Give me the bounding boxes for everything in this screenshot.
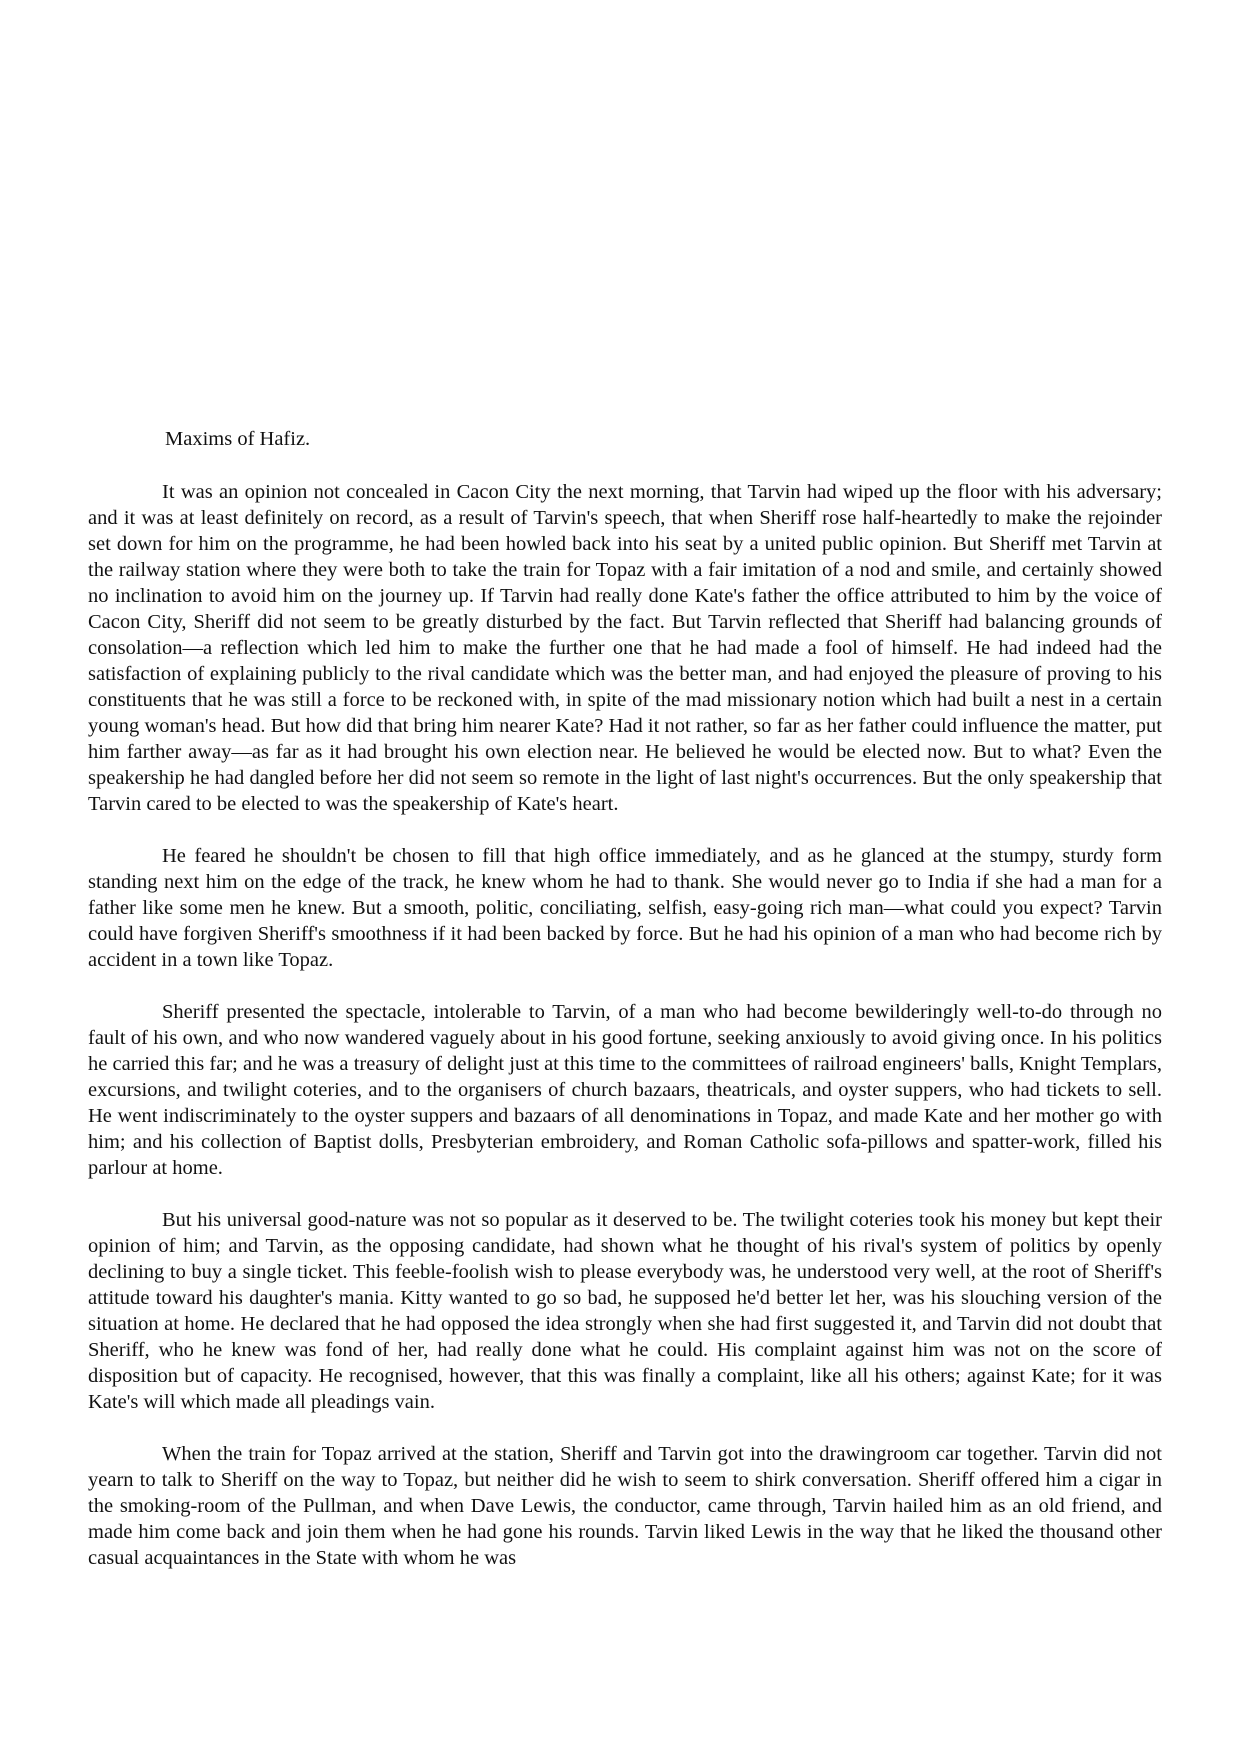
paragraph-5: When the train for Topaz arrived at the station, Sheriff and Tarvin got into the drawingroom car together. Tarvin did not yearn to talk to Sheriff on the way to Topaz, but neither did he wish to seem to shirk conversation. Sheriff offered him a cigar in the smoking-room of the Pullman, and when Dave Lewis, the conductor, came through, Tarvin hailed him as an old friend, and made him come back and join them when he had gone his rounds. Tarvin liked Lewis in the way that he liked the thousand other casual acquaintances in the State with whom he was: [88, 1443, 1162, 1569]
paragraph-3: Sheriff presented the spectacle, intolerable to Tarvin, of a man who had become bewilderingly well-to-do through no fault of his own, and who now wandered vaguely about in his good fortune, seeking anxiously to avoid giving once. In his politics he carried this far; and he was a treasury of delight just at this time to the committees of railroad engineers' balls, Knight Templars, excursions, and twilight coteries, and to the organisers of church bazaars, theatricals, and oyster suppers, who had tickets to sell. He went indiscriminately to the oyster suppers and bazaars of all denominations in Topaz, and made Kate and her mother go with him; and his collection of Baptist dolls, Presbyterian embroidery, and Roman Catholic sofa-pillows and spatter-work, filled his parlour at home.: [88, 1001, 1162, 1179]
paragraph-4: But his universal good-nature was not so popular as it deserved to be. The twilight coteries took his money but kept their opinion of him; and Tarvin, as the opposing candidate, had shown what he thought of his rival's system of politics by openly declining to buy a single ticket. This feeble-foolish wish to please everybody was, he understood very well, at the root of Sheriff's attitude toward his daughter's mania. Kitty wanted to go so bad, he supposed he'd better let her, was his slouching version of the situation at home. He declared that he had opposed the idea strongly when she had first suggested it, and Tarvin did not doubt that Sheriff, who he knew was fond of her, had really done what he could. His complaint against him was not on the score of disposition but of capacity. He recognised, however, that this was finally a complaint, like all his others; against Kate; for it was Kate's will which made all pleadings vain.: [88, 1209, 1162, 1413]
body-text: [88, 479, 1162, 1597]
chapter-epigraph-heading: Maxims of Hafiz.: [165, 428, 311, 450]
paragraph-2: He feared he shouldn't be chosen to fill that high office immediately, and as he glanced at the stumpy, sturdy form standing next him on the edge of the track, he knew whom he had to thank. She would never go to India if she had a man for a father like some men he knew. But a smooth, politic, conciliating, selfish, easy-going rich man—what could you expect? Tarvin could have forgiven Sheriff's smoothness if it had been backed by force. But he had his opinion of a man who had become rich by accident in a town like Topaz.: [88, 845, 1162, 971]
paragraph-1: It was an opinion not concealed in Cacon City the next morning, that Tarvin had wiped up the floor with his adversary; and it was at least definitely on record, as a result of Tarvin's speech, that when Sheriff rose half-heartedly to make the rejoinder set down for him on the programme, he had been howled back into his seat by a united public opinion. But Sheriff met Tarvin at the railway station where they were both to take the train for Topaz with a fair imitation of a nod and smile, and certainly showed no inclination to avoid him on the journey up. If Tarvin had really done Kate's father the office attributed to him by the voice of Cacon City, Sheriff did not seem to be greatly disturbed by the fact. But Tarvin reflected that Sheriff had balancing grounds of consolation—a reflection which led him to make the further one that he had made a fool of himself. He had indeed had the satisfaction of explaining publicly to the rival candidate which was the better man, and had enjoyed the pleasure of proving to his constituents that he was still a force to be reckoned with, in spite of the mad missionary notion which had built a nest in a certain young woman's head. But how did that bring him nearer Kate? Had it not rather, so far as her father could influence the matter, put him farther away—as far as it had brought his own election near. He believed he would be elected now. But to what? Even the speakership he had dangled before her did not seem so remote in the light of last night's occurrences. But the only speakership that Tarvin cared to be elected to was the speakership of Kate's heart.: [88, 481, 1162, 815]
